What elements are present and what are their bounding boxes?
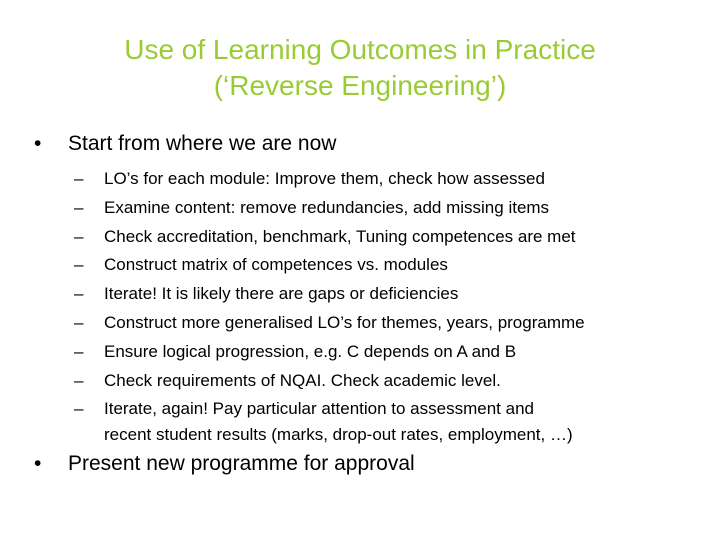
bullet-present-new-programme — [34, 451, 415, 477]
sub-bullet-text: Iterate, again! Pay particular attention to assessment and — [104, 399, 534, 419]
bullet-text: Present new programme for approval — [68, 452, 415, 475]
bullet-text: Start from where we are now — [68, 132, 337, 155]
sub-bullet-item — [74, 280, 585, 309]
sub-bullet-item — [74, 395, 585, 446]
dash-icon: – — [74, 284, 84, 304]
dash-icon: – — [74, 169, 84, 188]
sub-bullet-text: Check accreditation, benchmark, Tuning competences are met — [104, 226, 576, 246]
sub-bullet-item — [74, 251, 585, 280]
sub-bullet-text: Examine content: remove redundancies, add missing items — [104, 197, 550, 217]
title-line-1: Use of Learning Outcomes in Practice — [124, 34, 596, 65]
sub-bullet-continuation: recent student results (marks, drop-out rates, employment, …) — [104, 425, 573, 445]
sub-bullet-text: Construct matrix of competences vs. modules — [104, 255, 448, 275]
bullet-start-from-where-we-are — [34, 131, 336, 157]
dash-icon: – — [74, 341, 84, 361]
sub-bullet-text: Check requirements of NQAI. Check academic level. — [104, 370, 501, 390]
dash-icon: – — [74, 197, 84, 217]
sub-bullet-text: Construct more generalised LO’s for themes, years, programme — [104, 312, 585, 332]
title-line-2: (‘Reverse Engineering’) — [213, 70, 507, 101]
dash-icon: – — [74, 312, 84, 332]
sub-bullet-item — [74, 338, 585, 367]
dash-icon: – — [74, 370, 84, 390]
dash-icon: – — [74, 399, 84, 419]
bullet-dot-icon: • — [34, 132, 42, 155]
dash-icon: – — [74, 226, 84, 246]
sub-bullet-item — [74, 223, 585, 252]
sub-bullet-item — [74, 367, 585, 396]
dash-icon: – — [74, 255, 84, 275]
bullet-dot-icon: • — [34, 452, 42, 475]
sub-bullet-item — [74, 194, 585, 223]
sub-bullet-list — [74, 165, 585, 446]
slide-title — [40, 32, 680, 104]
sub-bullet-item — [74, 309, 585, 338]
sub-bullet-text: LO’s for each module: Improve them, check how assessed — [104, 169, 545, 188]
sub-bullet-text: Iterate! It is likely there are gaps or deficiencies — [104, 284, 459, 304]
sub-bullet-text: Ensure logical progression, e.g. C depends on A and B — [104, 341, 517, 361]
sub-bullet-item — [74, 165, 585, 194]
